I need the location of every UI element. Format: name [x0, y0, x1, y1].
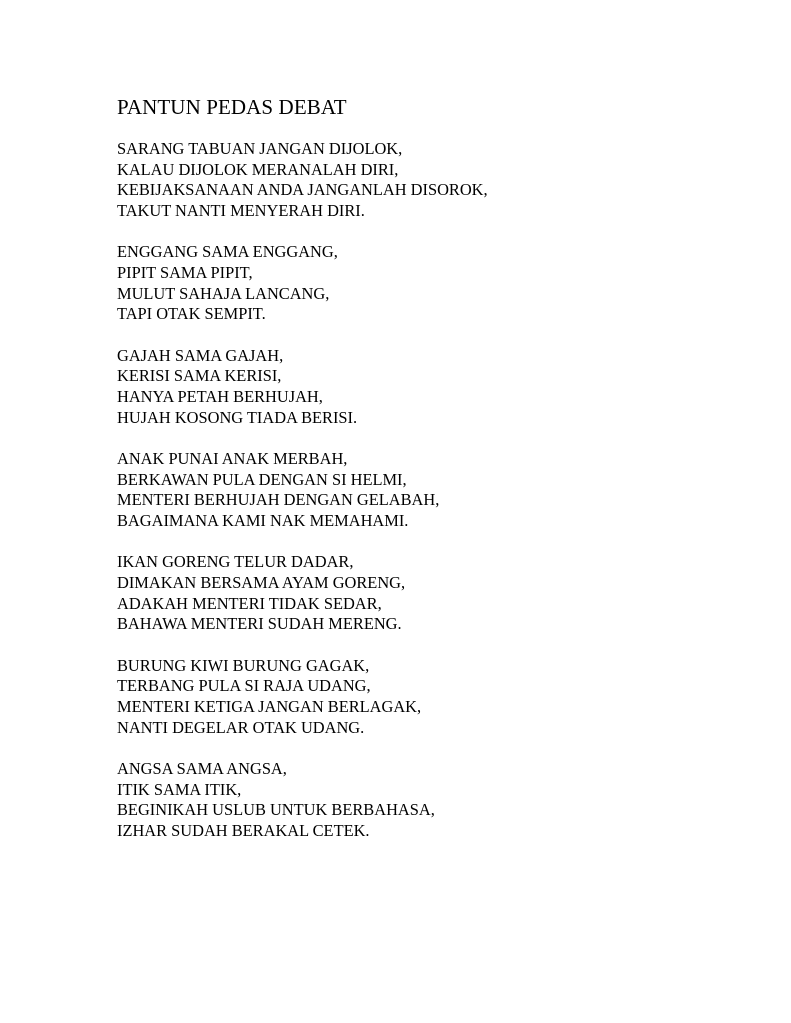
stanza: [117, 759, 757, 842]
stanza-line: BAHAWA MENTERI SUDAH MERENG.: [117, 614, 402, 634]
document-page: [117, 94, 757, 862]
stanza-line: TERBANG PULA SI RAJA UDANG,: [117, 676, 371, 696]
stanza-line: BEGINIKAH USLUB UNTUK BERBAHASA,: [117, 800, 435, 820]
stanza-line: PIPIT SAMA PIPIT,: [117, 263, 253, 283]
stanza-line: ANGSA SAMA ANGSA,: [117, 758, 287, 778]
stanza-line: BERKAWAN PULA DENGAN SI HELMI,: [117, 469, 407, 489]
stanza-line: KERISI SAMA KERISI,: [117, 366, 282, 386]
stanza-line: MULUT SAHAJA LANCANG,: [117, 283, 330, 303]
stanza-line: ITIK SAMA ITIK,: [117, 779, 242, 799]
stanza-line: MENTERI BERHUJAH DENGAN GELABAH,: [117, 490, 440, 510]
stanza-line: ANAK PUNAI ANAK MERBAH,: [117, 448, 348, 468]
stanza-line: ADAKAH MENTERI TIDAK SEDAR,: [117, 593, 382, 613]
poem-body: [117, 139, 757, 842]
stanza-line: TAPI OTAK SEMPIT.: [117, 304, 266, 324]
stanza-line: IKAN GORENG TELUR DADAR,: [117, 552, 354, 572]
stanza-line: HANYA PETAH BERHUJAH,: [117, 387, 323, 407]
stanza-line: ENGGANG SAMA ENGGANG,: [117, 242, 338, 262]
stanza-line: BURUNG KIWI BURUNG GAGAK,: [117, 655, 370, 675]
stanza-line: GAJAH SAMA GAJAH,: [117, 345, 284, 365]
stanza-line: IZHAR SUDAH BERAKAL CETEK.: [117, 820, 370, 840]
stanza-line: BAGAIMANA KAMI NAK MEMAHAMI.: [117, 511, 409, 531]
stanza: [117, 139, 757, 222]
stanza-line: TAKUT NANTI MENYERAH DIRI.: [117, 201, 365, 221]
stanza-line: KALAU DIJOLOK MERANALAH DIRI,: [117, 159, 399, 179]
stanza-line: SARANG TABUAN JANGAN DIJOLOK,: [117, 139, 403, 158]
stanza: [117, 449, 757, 532]
stanza: [117, 346, 757, 429]
stanza: [117, 552, 757, 635]
stanza-line: MENTERI KETIGA JANGAN BERLAGAK,: [117, 696, 422, 716]
stanza-line: KEBIJAKSANAAN ANDA JANGANLAH DISOROK,: [117, 180, 488, 200]
stanza: [117, 656, 757, 739]
document-title: PANTUN PEDAS DEBAT: [117, 95, 347, 119]
stanza-line: HUJAH KOSONG TIADA BERISI.: [117, 407, 358, 427]
stanza: [117, 242, 757, 325]
stanza-line: NANTI DEGELAR OTAK UDANG.: [117, 717, 365, 737]
stanza-line: DIMAKAN BERSAMA AYAM GORENG,: [117, 572, 406, 592]
